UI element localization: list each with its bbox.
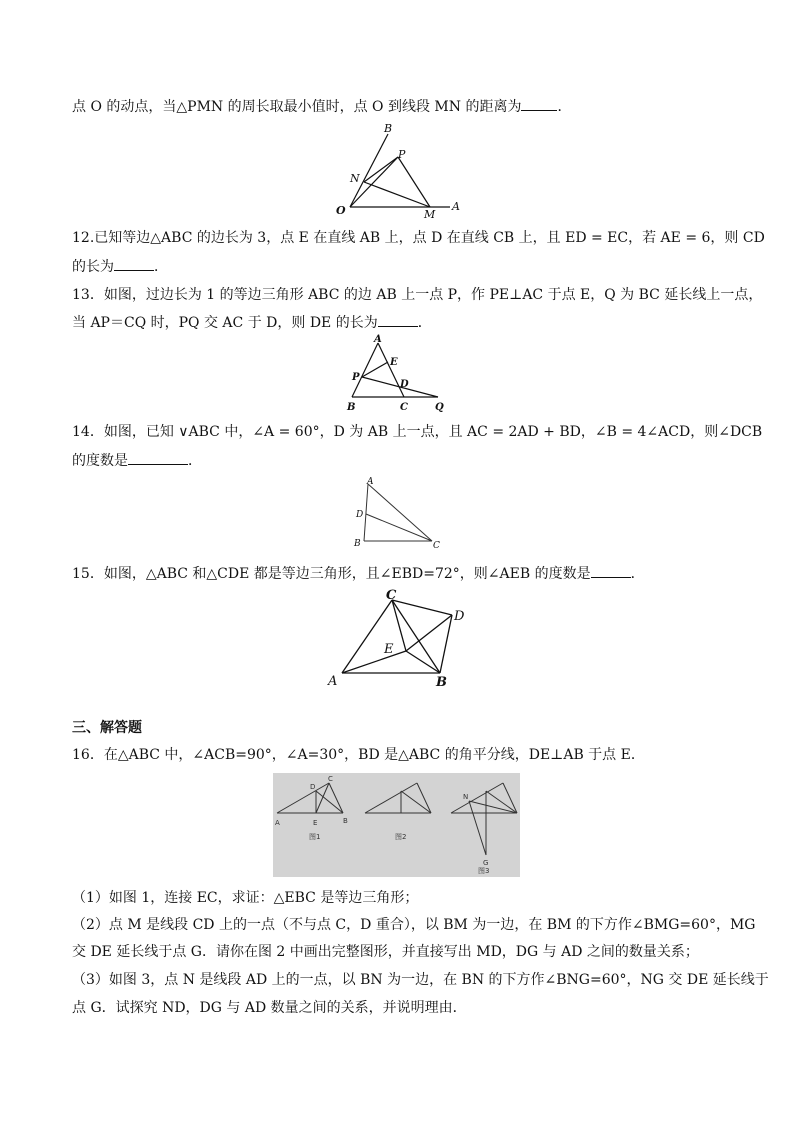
q12-line2 xyxy=(72,256,168,277)
q15-end: ． xyxy=(630,566,645,582)
q13-line1: 13．如图，过边长为 1 的等边三角形 ABC 的边 AB 上一点 P，作 PE⊥AC 于点 E，Q 为 BC 延长线上一点， xyxy=(72,287,763,303)
q11-tail: 点 O 的动点，当△PMN 的周长取最小值时，点 O 到线段 MN 的距离为 xyxy=(72,99,522,115)
photo-label-G: G xyxy=(483,859,489,867)
q11-figure xyxy=(330,120,470,220)
q11-label-M: M xyxy=(424,208,436,220)
q12-prompt: 的长为 xyxy=(72,259,114,275)
photo-label-N: N xyxy=(463,793,469,801)
photo-label-B1: B xyxy=(343,817,348,825)
photo-caption-fig3: 图3 xyxy=(478,867,490,875)
q14-end: ． xyxy=(188,453,202,469)
q14-label-D: D xyxy=(356,510,364,520)
q12-end: ． xyxy=(154,259,168,275)
q15-label-D: D xyxy=(454,609,465,624)
q14-label-B: B xyxy=(354,539,361,549)
q13-figure xyxy=(340,333,455,415)
q15-label-B: B xyxy=(436,675,447,690)
photo-label-A1: A xyxy=(275,819,280,827)
q12-answer-blank xyxy=(114,256,154,271)
q14-label-C: C xyxy=(433,541,440,551)
q13-prompt: 当 AP＝CQ 时，PQ 交 AC 于 D，则 DE 的长为 xyxy=(72,315,378,331)
q16-part2b: 交 DE 延长线于点 G．请你在图 2 中画出完整图形，并直接写出 MD，DG 与 AD 之间的数量关系； xyxy=(72,944,699,960)
q16-stem: 16．在△ABC 中，∠ACB=90°，∠A=30°，BD 是△ABC 的角平分线，DE⊥AB 于点 E． xyxy=(72,747,645,763)
photo-label-D1: D xyxy=(310,783,316,791)
q15-line1 xyxy=(72,563,645,584)
q15-prompt: 15．如图，△ABC 和△CDE 都是等边三角形，且∠EBD=72°，则∠AEB 的度数是 xyxy=(72,566,591,582)
photo-label-E1: E xyxy=(313,819,318,827)
q11-end: ． xyxy=(557,99,572,115)
q16-figure-photo xyxy=(273,773,520,877)
q15-label-E: E xyxy=(384,642,394,657)
q15-label-C: C xyxy=(386,588,397,603)
q14-line2 xyxy=(72,450,202,471)
q11-label-N: N xyxy=(350,172,360,185)
q13-label-Q: Q xyxy=(435,402,444,413)
q14-prompt: 的度数是 xyxy=(72,453,128,469)
q14-line1: 14．如图，已知 ∨ABC 中，∠A = 60°，D 为 AB 上一点，且 AC = 2AD + BD，∠B = 4∠ACD，则∠DCB xyxy=(72,424,763,440)
photo-label-C1: C xyxy=(328,775,333,783)
q13-answer-blank xyxy=(378,312,418,327)
q11-label-O: O xyxy=(336,204,346,217)
q13-label-E: E xyxy=(390,357,398,368)
q11-label-P: P xyxy=(398,148,406,161)
q16-part2a: （2）点 M 是线段 CD 上的一点（不与点 C，D 重合），以 BM 为一边，在 BM 的下方作∠BMG=60°，MG xyxy=(72,917,756,933)
q15-label-A: A xyxy=(328,674,338,689)
q14-figure xyxy=(350,476,450,551)
q16-part1: （1）如图 1，连接 EC，求证：△EBC 是等边三角形； xyxy=(72,890,419,906)
q13-label-B: B xyxy=(347,402,356,413)
q14-label-A: A xyxy=(367,477,374,487)
section-heading: 三、解答题 xyxy=(72,720,142,736)
q13-line2 xyxy=(72,312,432,333)
photo-caption-fig2: 图2 xyxy=(395,833,407,841)
q16-part3a: （3）如图 3，点 N 是线段 AD 上的一点，以 BN 为一边，在 BN 的下方作∠BNG=60°，NG 交 DE 延长线于 xyxy=(72,972,769,988)
q13-label-D: D xyxy=(400,379,409,390)
q14-answer-blank xyxy=(128,450,188,465)
photo-caption-fig1: 图1 xyxy=(309,833,321,841)
q16-part3b: 点 G．试探究 ND，DG 与 AD 数量之间的关系，并说明理由． xyxy=(72,1000,467,1016)
q12-line1: 12.已知等边△ABC 的边长为 3，点 E 在直线 AB 上，点 D 在直线 CB 上，且 ED = EC，若 AE = 6，则 CD xyxy=(72,230,765,246)
q13-label-P: P xyxy=(352,372,360,383)
q13-label-C: C xyxy=(400,402,408,413)
q11-text xyxy=(72,96,571,117)
q15-figure xyxy=(322,585,472,690)
q15-answer-blank xyxy=(591,563,631,578)
q11-label-B: B xyxy=(384,122,393,135)
q13-end: ． xyxy=(417,315,432,331)
q11-answer-blank xyxy=(521,96,557,111)
q11-label-A: A xyxy=(452,200,460,213)
q13-label-A: A xyxy=(374,334,382,345)
